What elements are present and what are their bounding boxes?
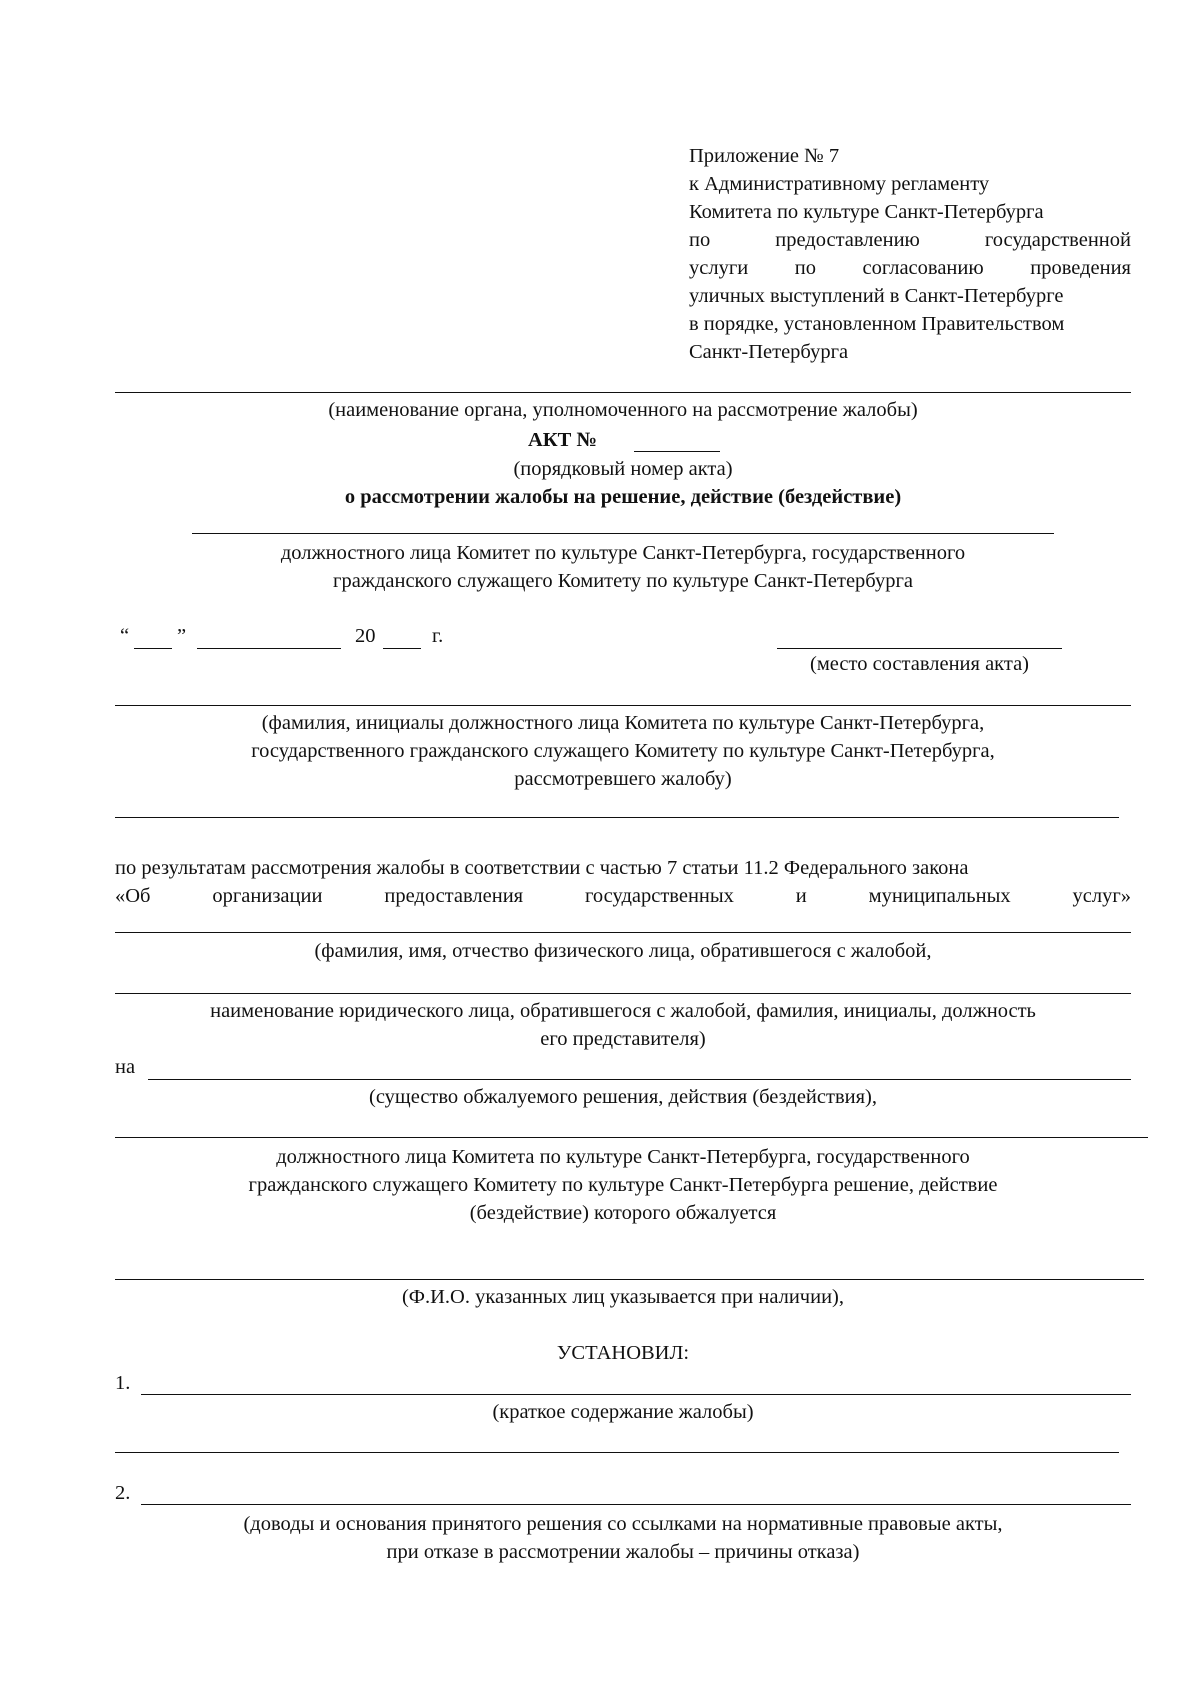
act-number-blank[interactable]	[634, 451, 720, 452]
date-year-suffix: г.	[432, 625, 444, 647]
item-2-caption-2: при отказе в рассмотрении жалобы – причины отказа)	[386, 1541, 860, 1563]
word: по	[689, 229, 711, 251]
item-1-caption: (краткое содержание жалобы)	[492, 1401, 754, 1423]
appealed-official-3: (бездействие) которого обжалуется	[469, 1202, 777, 1224]
word: и	[795, 885, 807, 907]
official-blank-line[interactable]	[192, 533, 1054, 534]
word: предоставлению	[775, 229, 920, 251]
date-day-blank[interactable]	[134, 648, 172, 649]
official-caption-1: должностного лица Комитет по культуре Санкт-Петербурга, государственного	[280, 542, 966, 564]
established-heading: УСТАНОВИЛ:	[556, 1342, 690, 1364]
names-caption: (Ф.И.О. указанных лиц указывается при наличии),	[401, 1286, 845, 1308]
header-line-7: в порядке, установленном Правительством	[689, 313, 1065, 335]
header-line-8: Санкт-Петербурга	[689, 341, 849, 363]
authority-blank-line[interactable]	[115, 392, 1131, 393]
header-line-5	[689, 258, 1131, 279]
date-close-quote: ”	[177, 625, 187, 647]
header-line-6: уличных выступлений в Санкт-Петербурге	[689, 285, 1064, 307]
word: проведения	[1030, 257, 1131, 279]
legal-caption-1: наименование юридического лица, обратившегося с жалобой, фамилия, инициалы, должность	[210, 1000, 1036, 1022]
appeal-caption: (существо обжалуемого решения, действия (бездействия),	[369, 1086, 877, 1108]
applicant-caption: (фамилия, имя, отчество физического лица, обратившегося с жалобой,	[314, 940, 932, 962]
word: согласованию	[862, 257, 984, 279]
word: государственной	[984, 229, 1131, 251]
names-blank-line[interactable]	[115, 1279, 1144, 1280]
item-2-blank-line[interactable]	[141, 1504, 1131, 1505]
word: предоставления	[384, 885, 524, 907]
item-2-caption-1: (доводы и основания принятого решения со ссылками на нормативные правовые акты,	[243, 1513, 1003, 1535]
legal-caption-2: его представителя)	[540, 1028, 706, 1050]
reviewer-blank-line[interactable]	[115, 705, 1131, 706]
header-line-4	[689, 230, 1131, 251]
date-year-prefix: 20	[355, 625, 376, 647]
appendix-number: Приложение № 7	[689, 145, 840, 167]
item-1-blank-line[interactable]	[141, 1394, 1131, 1395]
reviewer-caption-1: (фамилия, инициалы должностного лица Комитета по культуре Санкт-Петербурга,	[261, 712, 985, 734]
word: государственных	[585, 885, 734, 907]
authority-caption: (наименование органа, уполномоченного на рассмотрение жалобы)	[328, 399, 918, 421]
date-month-blank[interactable]	[197, 648, 341, 649]
date-open-quote: “	[120, 625, 130, 647]
appealed-official-1: должностного лица Комитета по культуре Санкт-Петербурга, государственного	[276, 1146, 970, 1168]
date-year-blank[interactable]	[383, 648, 421, 649]
legal-entity-blank-line[interactable]	[115, 993, 1131, 994]
word: услуг»	[1072, 885, 1131, 907]
word: муниципальных	[868, 885, 1011, 907]
item-1-extra-line[interactable]	[115, 1452, 1119, 1453]
word: организации	[212, 885, 323, 907]
reviewer-caption-3: рассмотревшего жалобу)	[514, 768, 732, 790]
act-label: АКТ №	[528, 429, 598, 451]
word: услуги	[689, 257, 749, 279]
place-caption: (место составления акта)	[810, 653, 1029, 675]
reviewer-extra-line[interactable]	[115, 817, 1119, 818]
appealed-official-blank-line[interactable]	[115, 1137, 1148, 1138]
header-line-3: Комитета по культуре Санкт-Петербурга	[689, 201, 1044, 223]
act-subject-title: о рассмотрении жалобы на решение, действие (бездействие)	[344, 486, 902, 508]
item-2-number: 2.	[115, 1482, 131, 1504]
item-1-number: 1.	[115, 1372, 131, 1394]
on-label: на	[115, 1056, 136, 1078]
official-caption-2: гражданского служащего Комитету по культуре Санкт-Петербурга	[333, 570, 913, 592]
act-number-caption: (порядковый номер акта)	[513, 458, 733, 480]
header-line-2: к Административному регламенту	[689, 173, 990, 195]
reviewer-caption-2: государственного гражданского служащего Комитету по культуре Санкт-Петербурга,	[251, 740, 995, 762]
applicant-blank-line[interactable]	[115, 932, 1131, 933]
appeal-blank-line[interactable]	[148, 1079, 1131, 1080]
word: по	[794, 257, 816, 279]
place-blank-line[interactable]	[777, 648, 1062, 649]
word: «Об	[115, 885, 151, 907]
results-text-2	[115, 886, 1131, 907]
appealed-official-2: гражданского служащего Комитету по культуре Санкт-Петербурга решение, действие	[248, 1174, 998, 1196]
results-text-1: по результатам рассмотрения жалобы в соответствии с частью 7 статьи 11.2 Федерального закона	[115, 857, 969, 879]
